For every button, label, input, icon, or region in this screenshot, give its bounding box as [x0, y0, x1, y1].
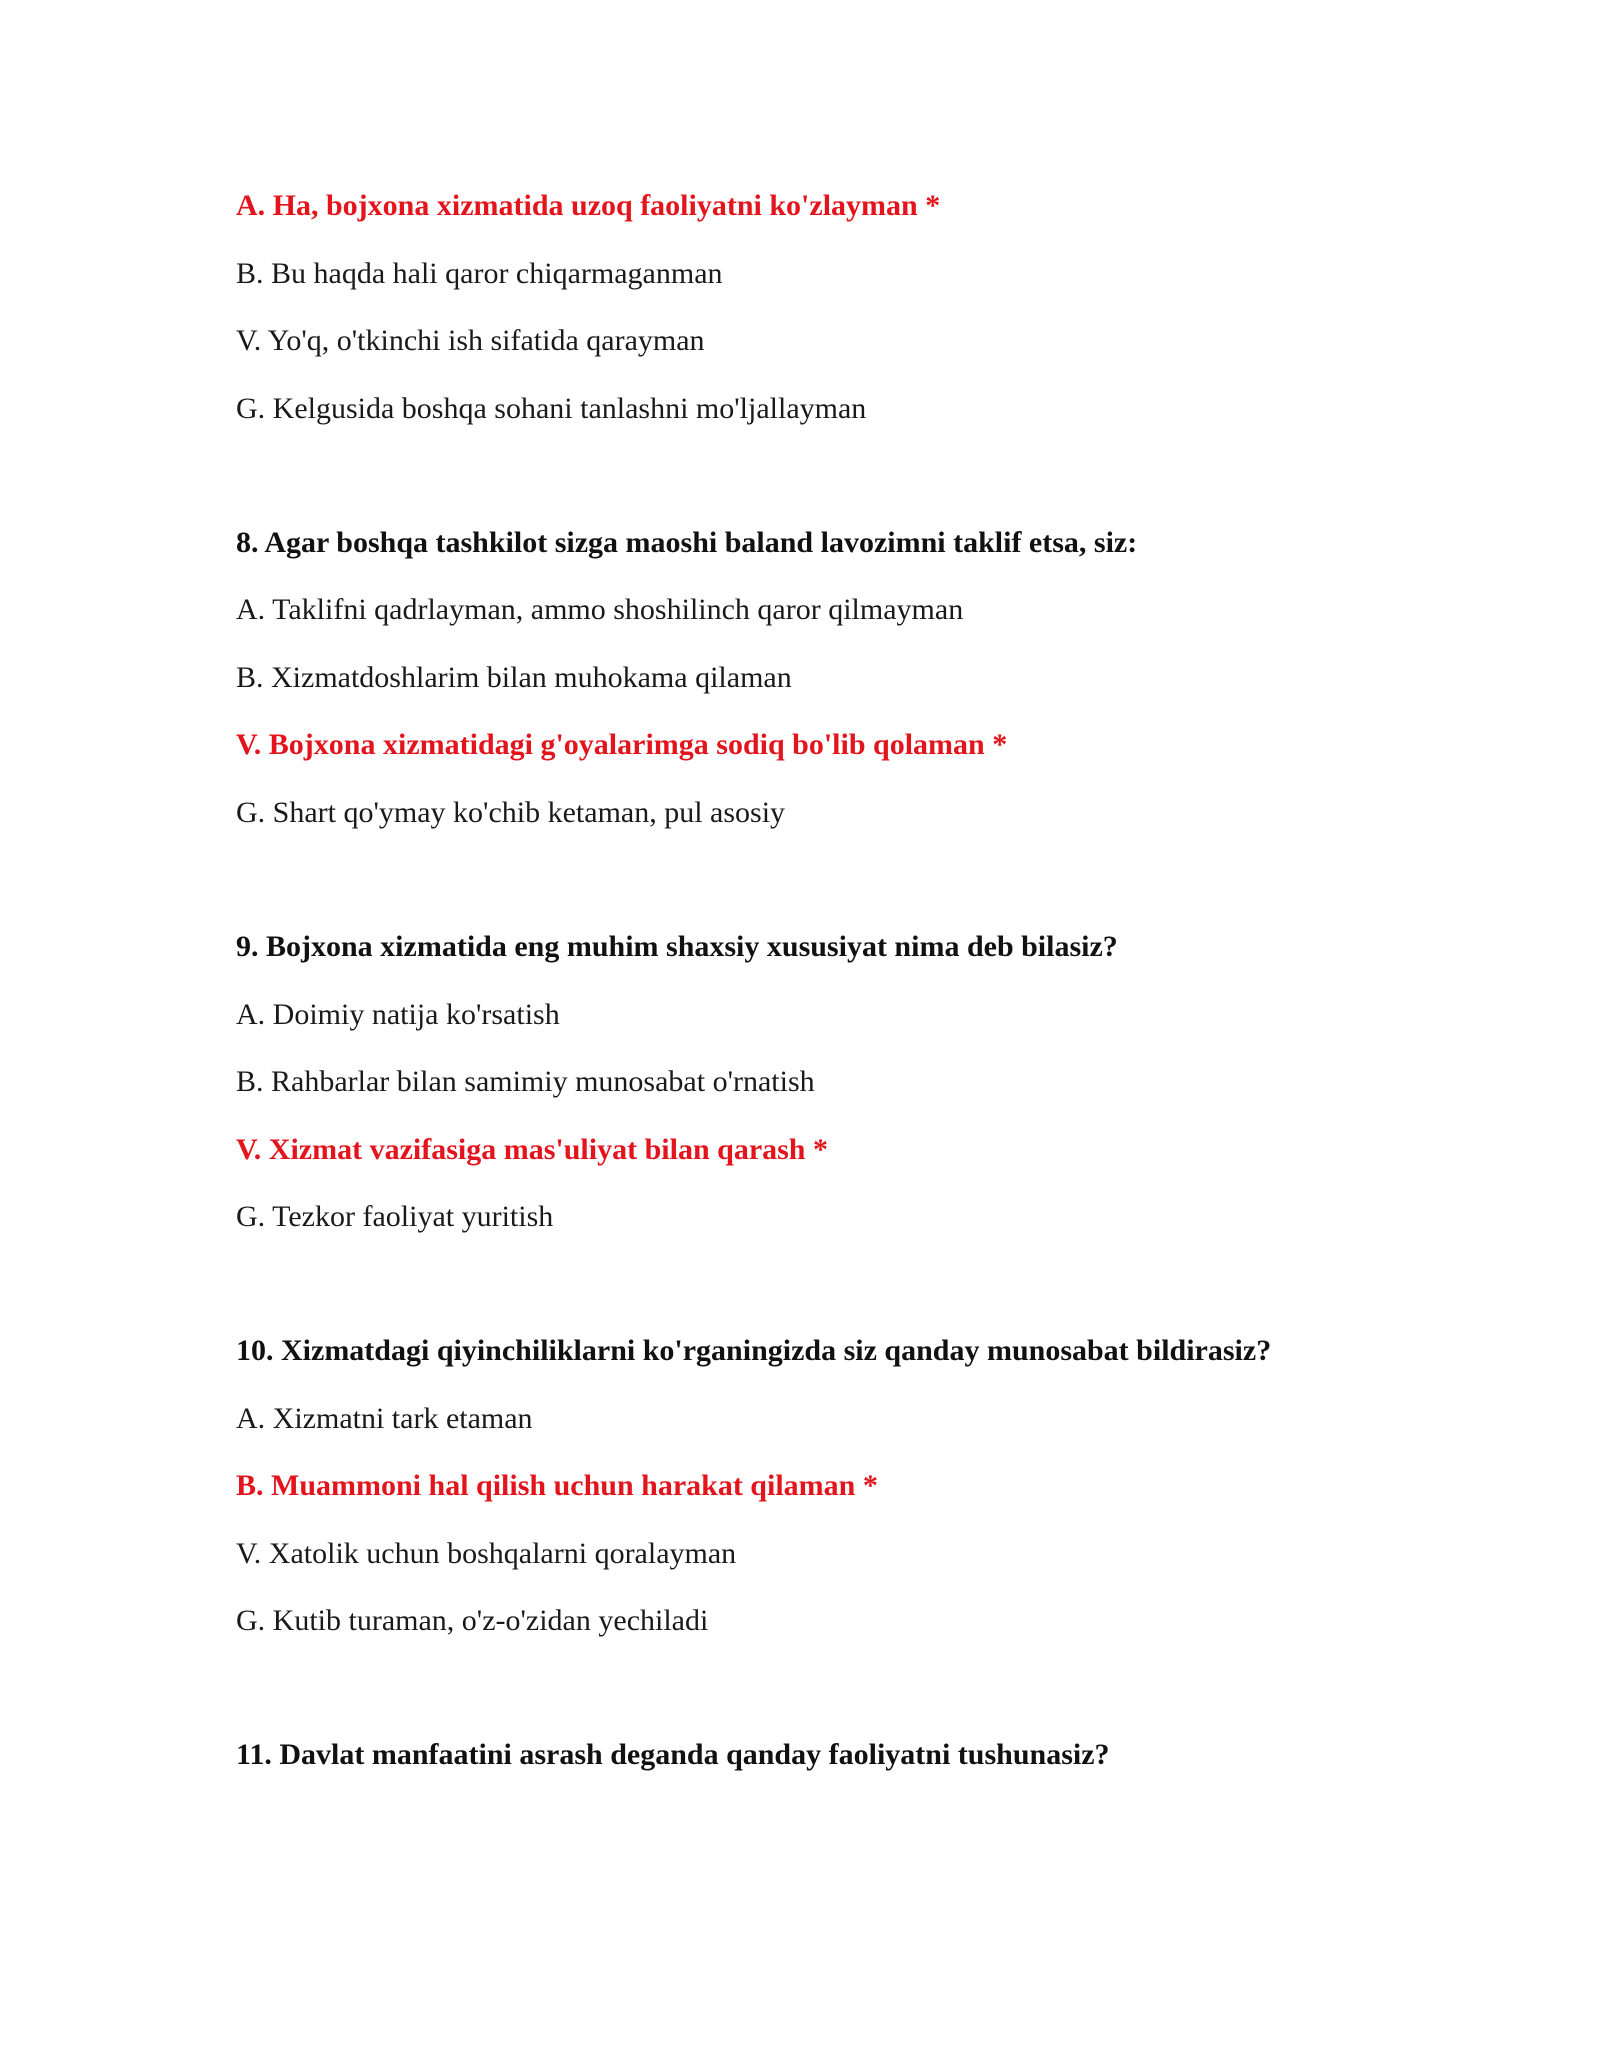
- option-7g: G. Kelgusida boshqa sohani tanlashni mo'ljallayman: [236, 392, 867, 425]
- question-10: 10. Xizmatdagi qiyinchiliklarni ko'rganingizda siz qanday munosabat bildirasiz?: [236, 1334, 1272, 1367]
- option-8v-correct: V. Bojxona xizmatidagi g'oyalarimga sodiq bo'lib qolaman *: [236, 728, 1008, 761]
- option-9g: G. Tezkor faoliyat yuritish: [236, 1200, 554, 1233]
- option-10g: G. Kutib turaman, o'z-o'zidan yechiladi: [236, 1604, 709, 1637]
- option-9b: B. Rahbarlar bilan samimiy munosabat o'rnatish: [236, 1065, 815, 1098]
- question-9: 9. Bojxona xizmatida eng muhim shaxsiy xususiyat nima deb bilasiz?: [236, 930, 1118, 963]
- option-7a-correct: A. Ha, bojxona xizmatida uzoq faoliyatni ko'zlayman *: [236, 189, 941, 222]
- question-11: 11. Davlat manfaatini asrash deganda qanday faoliyatni tushunasiz?: [236, 1738, 1110, 1771]
- option-10b-correct: B. Muammoni hal qilish uchun harakat qilaman *: [236, 1469, 878, 1502]
- option-7b: B. Bu haqda hali qaror chiqarmaganman: [236, 257, 723, 290]
- option-9v-correct: V. Xizmat vazifasiga mas'uliyat bilan qarash *: [236, 1133, 828, 1166]
- option-10a: A. Xizmatni tark etaman: [236, 1402, 533, 1435]
- option-8b: B. Xizmatdoshlarim bilan muhokama qilaman: [236, 661, 792, 694]
- option-10v: V. Xatolik uchun boshqalarni qoralayman: [236, 1537, 737, 1570]
- option-9a: A. Doimiy natija ko'rsatish: [236, 998, 560, 1031]
- question-8: 8. Agar boshqa tashkilot sizga maoshi baland lavozimni taklif etsa, siz:: [236, 526, 1138, 559]
- option-8g: G. Shart qo'ymay ko'chib ketaman, pul asosiy: [236, 796, 786, 829]
- option-8a: A. Taklifni qadrlayman, ammo shoshilinch qaror qilmayman: [236, 593, 964, 626]
- option-7v: V. Yo'q, o'tkinchi ish sifatida qarayman: [236, 324, 705, 357]
